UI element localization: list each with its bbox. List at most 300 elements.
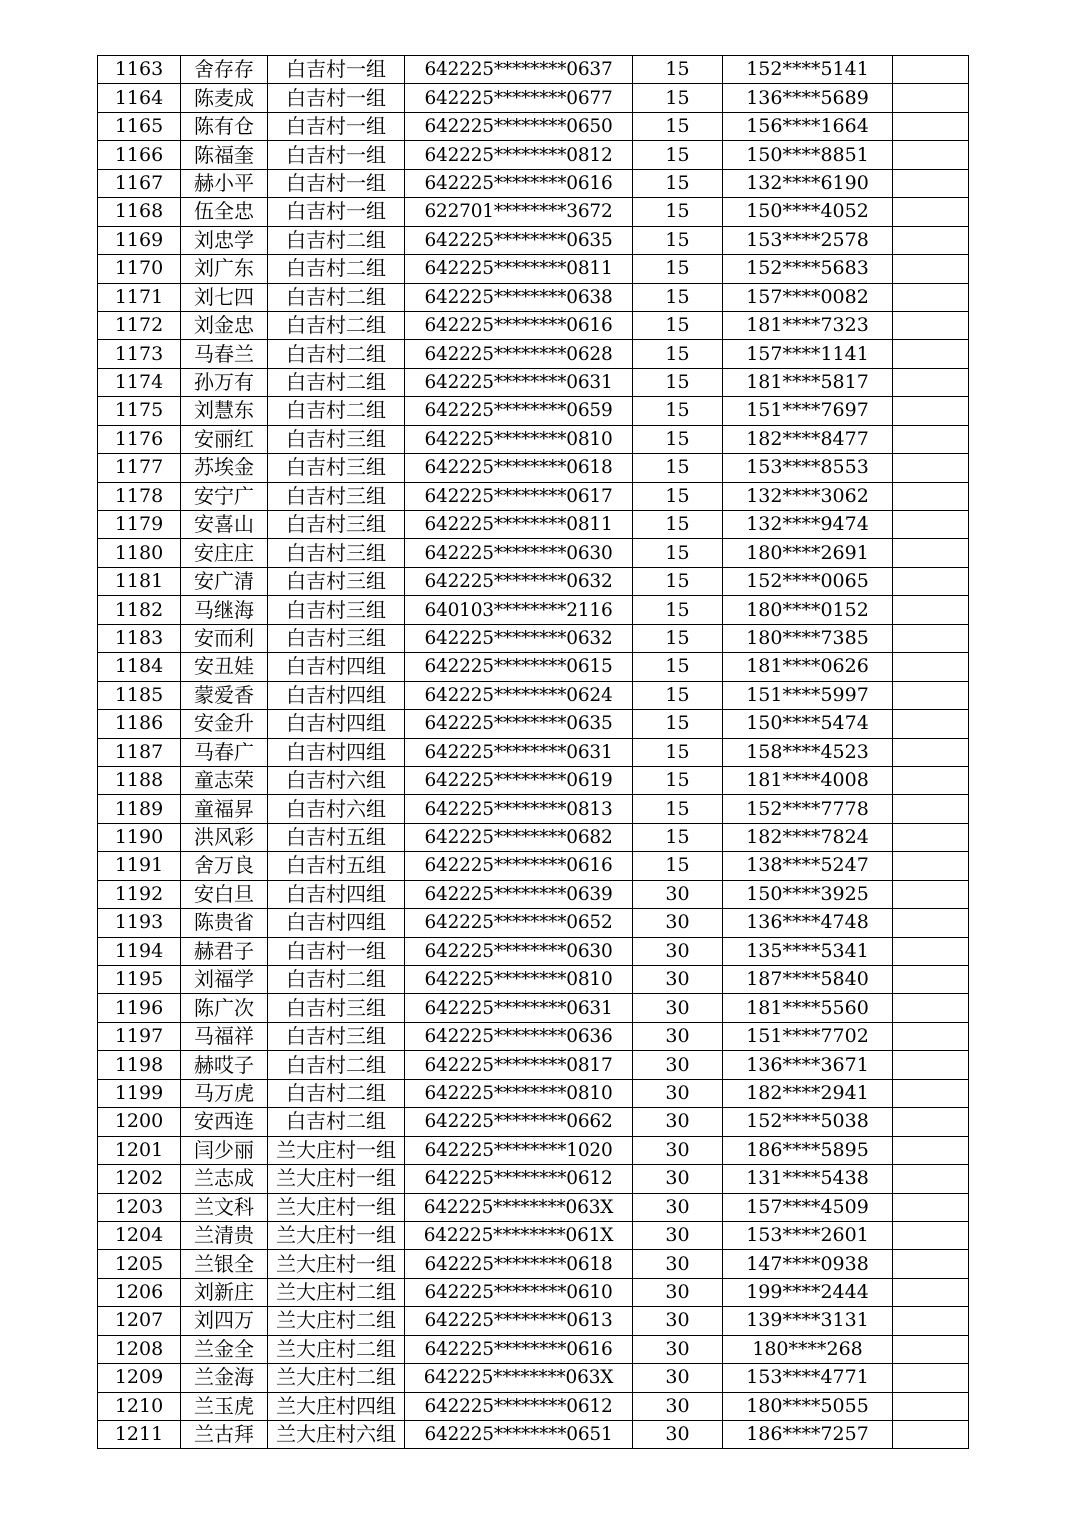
cell-number: 1205 xyxy=(98,1250,181,1278)
cell-phone: 136****3671 xyxy=(723,1051,893,1079)
cell-phone: 181****7323 xyxy=(723,311,893,339)
cell-number: 1170 xyxy=(98,255,181,283)
cell-village-group: 白吉村二组 xyxy=(268,1051,405,1079)
cell-amount: 15 xyxy=(633,454,723,482)
cell-village-group: 白吉村一组 xyxy=(268,937,405,965)
cell-phone: 151****5997 xyxy=(723,681,893,709)
cell-amount: 30 xyxy=(633,909,723,937)
cell-id-number: 642225********0630 xyxy=(405,539,633,567)
cell-id-number: 642225********0635 xyxy=(405,226,633,254)
cell-phone: 182****7824 xyxy=(723,823,893,851)
cell-amount: 15 xyxy=(633,397,723,425)
cell-amount: 15 xyxy=(633,738,723,766)
cell-name: 刘新庄 xyxy=(181,1278,268,1306)
cell-note xyxy=(893,823,969,851)
cell-note xyxy=(893,1278,969,1306)
cell-number: 1163 xyxy=(98,56,181,84)
cell-village-group: 白吉村三组 xyxy=(268,511,405,539)
cell-amount: 30 xyxy=(633,1079,723,1107)
cell-id-number: 642225********0810 xyxy=(405,425,633,453)
cell-amount: 15 xyxy=(633,653,723,681)
cell-number: 1198 xyxy=(98,1051,181,1079)
cell-village-group: 白吉村四组 xyxy=(268,710,405,738)
cell-number: 1175 xyxy=(98,397,181,425)
cell-amount: 15 xyxy=(633,766,723,794)
cell-number: 1188 xyxy=(98,766,181,794)
cell-id-number: 642225********0631 xyxy=(405,368,633,396)
cell-phone: 156****1664 xyxy=(723,112,893,140)
table-row xyxy=(98,141,969,169)
cell-phone: 158****4523 xyxy=(723,738,893,766)
cell-name: 孙万有 xyxy=(181,368,268,396)
cell-id-number: 642225********0811 xyxy=(405,255,633,283)
cell-number: 1195 xyxy=(98,966,181,994)
cell-id-number: 642225********0811 xyxy=(405,511,633,539)
cell-phone: 181****5817 xyxy=(723,368,893,396)
table-row xyxy=(98,966,969,994)
cell-name: 马继海 xyxy=(181,596,268,624)
cell-amount: 30 xyxy=(633,1165,723,1193)
cell-id-number: 642225********0631 xyxy=(405,994,633,1022)
cell-name: 陈广次 xyxy=(181,994,268,1022)
table-row xyxy=(98,397,969,425)
table-row xyxy=(98,738,969,766)
cell-id-number: 642225********0619 xyxy=(405,766,633,794)
cell-name: 童福昇 xyxy=(181,795,268,823)
cell-name: 陈福奎 xyxy=(181,141,268,169)
cell-note xyxy=(893,1193,969,1221)
cell-number: 1180 xyxy=(98,539,181,567)
cell-id-number: 642225********1020 xyxy=(405,1136,633,1164)
table-row xyxy=(98,823,969,851)
cell-note xyxy=(893,1108,969,1136)
cell-amount: 15 xyxy=(633,681,723,709)
cell-number: 1189 xyxy=(98,795,181,823)
cell-note xyxy=(893,1051,969,1079)
cell-number: 1190 xyxy=(98,823,181,851)
cell-village-group: 白吉村三组 xyxy=(268,567,405,595)
cell-name: 刘忠学 xyxy=(181,226,268,254)
cell-number: 1173 xyxy=(98,340,181,368)
cell-village-group: 白吉村四组 xyxy=(268,681,405,709)
cell-id-number: 642225********0632 xyxy=(405,624,633,652)
cell-phone: 151****7702 xyxy=(723,1022,893,1050)
cell-number: 1181 xyxy=(98,567,181,595)
cell-number: 1199 xyxy=(98,1079,181,1107)
table-row xyxy=(98,1108,969,1136)
cell-phone: 181****4008 xyxy=(723,766,893,794)
cell-phone: 150****8851 xyxy=(723,141,893,169)
table-row xyxy=(98,1193,969,1221)
cell-amount: 15 xyxy=(633,84,723,112)
cell-amount: 15 xyxy=(633,226,723,254)
cell-id-number: 642225********0810 xyxy=(405,966,633,994)
cell-amount: 15 xyxy=(633,169,723,197)
cell-number: 1179 xyxy=(98,511,181,539)
cell-name: 马福祥 xyxy=(181,1022,268,1050)
cell-note xyxy=(893,738,969,766)
table-row xyxy=(98,255,969,283)
cell-id-number: 642225********0630 xyxy=(405,937,633,965)
cell-note xyxy=(893,482,969,510)
cell-phone: 199****2444 xyxy=(723,1278,893,1306)
cell-village-group: 兰大庄村四组 xyxy=(268,1392,405,1420)
table-row xyxy=(98,1307,969,1335)
cell-phone: 138****5247 xyxy=(723,852,893,880)
cell-phone: 180****0152 xyxy=(723,596,893,624)
cell-note xyxy=(893,1250,969,1278)
table-row xyxy=(98,1136,969,1164)
cell-village-group: 白吉村四组 xyxy=(268,909,405,937)
cell-village-group: 白吉村二组 xyxy=(268,311,405,339)
cell-amount: 30 xyxy=(633,1307,723,1335)
cell-phone: 147****0938 xyxy=(723,1250,893,1278)
cell-phone: 131****5438 xyxy=(723,1165,893,1193)
cell-note xyxy=(893,1079,969,1107)
cell-amount: 30 xyxy=(633,1421,723,1449)
cell-id-number: 642225********0635 xyxy=(405,710,633,738)
cell-note xyxy=(893,1364,969,1392)
cell-name: 赫哎子 xyxy=(181,1051,268,1079)
cell-amount: 30 xyxy=(633,880,723,908)
cell-name: 刘广东 xyxy=(181,255,268,283)
cell-id-number: 642225********0638 xyxy=(405,283,633,311)
cell-amount: 15 xyxy=(633,567,723,595)
cell-phone: 187****5840 xyxy=(723,966,893,994)
cell-village-group: 白吉村二组 xyxy=(268,340,405,368)
cell-village-group: 白吉村三组 xyxy=(268,482,405,510)
cell-number: 1194 xyxy=(98,937,181,965)
cell-note xyxy=(893,425,969,453)
cell-village-group: 白吉村一组 xyxy=(268,84,405,112)
cell-amount: 30 xyxy=(633,937,723,965)
cell-number: 1171 xyxy=(98,283,181,311)
table-row xyxy=(98,482,969,510)
cell-number: 1187 xyxy=(98,738,181,766)
cell-note xyxy=(893,283,969,311)
cell-village-group: 白吉村三组 xyxy=(268,994,405,1022)
table-row xyxy=(98,425,969,453)
cell-village-group: 白吉村六组 xyxy=(268,766,405,794)
cell-village-group: 兰大庄村六组 xyxy=(268,1421,405,1449)
cell-village-group: 白吉村四组 xyxy=(268,653,405,681)
cell-id-number: 642225********0639 xyxy=(405,880,633,908)
cell-number: 1185 xyxy=(98,681,181,709)
cell-name: 蒙爱香 xyxy=(181,681,268,709)
cell-phone: 181****5560 xyxy=(723,994,893,1022)
cell-id-number: 642225********0662 xyxy=(405,1108,633,1136)
cell-phone: 152****5683 xyxy=(723,255,893,283)
table-row xyxy=(98,681,969,709)
cell-number: 1165 xyxy=(98,112,181,140)
cell-id-number: 642225********0652 xyxy=(405,909,633,937)
cell-phone: 136****5689 xyxy=(723,84,893,112)
cell-name: 兰古拜 xyxy=(181,1421,268,1449)
cell-village-group: 白吉村五组 xyxy=(268,823,405,851)
cell-village-group: 白吉村二组 xyxy=(268,1079,405,1107)
cell-note xyxy=(893,311,969,339)
cell-id-number: 642225********0637 xyxy=(405,56,633,84)
table-row xyxy=(98,56,969,84)
cell-id-number: 642225********0817 xyxy=(405,1051,633,1079)
cell-id-number: 642225********0632 xyxy=(405,567,633,595)
cell-number: 1166 xyxy=(98,141,181,169)
table-row xyxy=(98,1079,969,1107)
cell-number: 1176 xyxy=(98,425,181,453)
table-row xyxy=(98,539,969,567)
table-row xyxy=(98,1278,969,1306)
cell-number: 1184 xyxy=(98,653,181,681)
cell-id-number: 642225********0628 xyxy=(405,340,633,368)
table-row xyxy=(98,1022,969,1050)
cell-note xyxy=(893,368,969,396)
cell-id-number: 642225********0613 xyxy=(405,1307,633,1335)
cell-amount: 30 xyxy=(633,994,723,1022)
cell-note xyxy=(893,766,969,794)
table-row xyxy=(98,994,969,1022)
cell-number: 1183 xyxy=(98,624,181,652)
cell-id-number: 642225********0612 xyxy=(405,1392,633,1420)
cell-number: 1197 xyxy=(98,1022,181,1050)
cell-id-number: 642225********0650 xyxy=(405,112,633,140)
cell-name: 兰银全 xyxy=(181,1250,268,1278)
cell-id-number: 642225********0636 xyxy=(405,1022,633,1050)
cell-name: 陈有仓 xyxy=(181,112,268,140)
cell-number: 1208 xyxy=(98,1335,181,1363)
cell-name: 安喜山 xyxy=(181,511,268,539)
cell-note xyxy=(893,937,969,965)
cell-village-group: 白吉村三组 xyxy=(268,425,405,453)
cell-village-group: 兰大庄村二组 xyxy=(268,1335,405,1363)
cell-number: 1177 xyxy=(98,454,181,482)
cell-note xyxy=(893,1136,969,1164)
cell-village-group: 兰大庄村二组 xyxy=(268,1278,405,1306)
cell-name: 兰玉虎 xyxy=(181,1392,268,1420)
table-row xyxy=(98,198,969,226)
cell-name: 闫少丽 xyxy=(181,1136,268,1164)
cell-village-group: 白吉村二组 xyxy=(268,226,405,254)
cell-note xyxy=(893,1335,969,1363)
cell-amount: 15 xyxy=(633,482,723,510)
cell-amount: 15 xyxy=(633,255,723,283)
cell-phone: 136****4748 xyxy=(723,909,893,937)
cell-amount: 15 xyxy=(633,112,723,140)
cell-note xyxy=(893,454,969,482)
cell-village-group: 兰大庄村一组 xyxy=(268,1221,405,1249)
cell-name: 兰金全 xyxy=(181,1335,268,1363)
cell-id-number: 642225********0624 xyxy=(405,681,633,709)
cell-amount: 15 xyxy=(633,539,723,567)
cell-number: 1196 xyxy=(98,994,181,1022)
cell-note xyxy=(893,710,969,738)
cell-amount: 30 xyxy=(633,966,723,994)
cell-village-group: 白吉村二组 xyxy=(268,368,405,396)
cell-id-number: 642225********0651 xyxy=(405,1421,633,1449)
cell-note xyxy=(893,511,969,539)
cell-note xyxy=(893,56,969,84)
cell-id-number: 642225********0813 xyxy=(405,795,633,823)
cell-phone: 186****7257 xyxy=(723,1421,893,1449)
cell-name: 安庄庄 xyxy=(181,539,268,567)
cell-phone: 139****3131 xyxy=(723,1307,893,1335)
cell-note xyxy=(893,397,969,425)
table-row xyxy=(98,1250,969,1278)
table-row xyxy=(98,766,969,794)
cell-phone: 152****5038 xyxy=(723,1108,893,1136)
cell-name: 舍万良 xyxy=(181,852,268,880)
cell-id-number: 642225********0616 xyxy=(405,169,633,197)
table-row xyxy=(98,511,969,539)
cell-amount: 15 xyxy=(633,710,723,738)
cell-note xyxy=(893,624,969,652)
cell-note xyxy=(893,880,969,908)
cell-amount: 15 xyxy=(633,368,723,396)
cell-note xyxy=(893,966,969,994)
table-row xyxy=(98,226,969,254)
cell-phone: 182****2941 xyxy=(723,1079,893,1107)
cell-phone: 151****7697 xyxy=(723,397,893,425)
table-row xyxy=(98,84,969,112)
cell-name: 苏埃金 xyxy=(181,454,268,482)
cell-village-group: 白吉村四组 xyxy=(268,738,405,766)
cell-note xyxy=(893,1022,969,1050)
cell-name: 安而利 xyxy=(181,624,268,652)
cell-note xyxy=(893,340,969,368)
cell-phone: 153****4771 xyxy=(723,1364,893,1392)
cell-number: 1182 xyxy=(98,596,181,624)
table-row xyxy=(98,112,969,140)
cell-name: 安宁广 xyxy=(181,482,268,510)
cell-amount: 30 xyxy=(633,1392,723,1420)
cell-name: 安西连 xyxy=(181,1108,268,1136)
cell-phone: 157****0082 xyxy=(723,283,893,311)
cell-id-number: 642225********0612 xyxy=(405,1165,633,1193)
table-row xyxy=(98,283,969,311)
cell-id-number: 642225********0631 xyxy=(405,738,633,766)
cell-phone: 150****5474 xyxy=(723,710,893,738)
cell-amount: 30 xyxy=(633,1108,723,1136)
cell-village-group: 白吉村一组 xyxy=(268,141,405,169)
cell-id-number: 642225********0659 xyxy=(405,397,633,425)
table-row xyxy=(98,169,969,197)
cell-id-number: 642225********0617 xyxy=(405,482,633,510)
cell-name: 刘七四 xyxy=(181,283,268,311)
cell-amount: 15 xyxy=(633,56,723,84)
table-row xyxy=(98,880,969,908)
cell-id-number: 642225********0812 xyxy=(405,141,633,169)
cell-note xyxy=(893,112,969,140)
table-row xyxy=(98,1392,969,1420)
cell-phone: 152****5141 xyxy=(723,56,893,84)
cell-village-group: 兰大庄村一组 xyxy=(268,1165,405,1193)
cell-amount: 30 xyxy=(633,1364,723,1392)
table-row xyxy=(98,937,969,965)
cell-village-group: 白吉村三组 xyxy=(268,539,405,567)
cell-id-number: 642225********0810 xyxy=(405,1079,633,1107)
table-row xyxy=(98,795,969,823)
cell-id-number: 642225********061X xyxy=(405,1221,633,1249)
cell-note xyxy=(893,1221,969,1249)
cell-phone: 132****9474 xyxy=(723,511,893,539)
cell-note xyxy=(893,141,969,169)
cell-name: 刘四万 xyxy=(181,1307,268,1335)
cell-note xyxy=(893,1392,969,1420)
cell-number: 1164 xyxy=(98,84,181,112)
cell-phone: 152****0065 xyxy=(723,567,893,595)
table-row xyxy=(98,311,969,339)
cell-village-group: 白吉村三组 xyxy=(268,1022,405,1050)
cell-id-number: 642225********0618 xyxy=(405,1250,633,1278)
cell-number: 1203 xyxy=(98,1193,181,1221)
cell-name: 赫小平 xyxy=(181,169,268,197)
cell-note xyxy=(893,1307,969,1335)
cell-phone: 135****5341 xyxy=(723,937,893,965)
cell-village-group: 白吉村五组 xyxy=(268,852,405,880)
cell-village-group: 兰大庄村二组 xyxy=(268,1364,405,1392)
cell-amount: 30 xyxy=(633,1250,723,1278)
cell-number: 1207 xyxy=(98,1307,181,1335)
cell-number: 1210 xyxy=(98,1392,181,1420)
cell-number: 1167 xyxy=(98,169,181,197)
cell-amount: 30 xyxy=(633,1193,723,1221)
table-row xyxy=(98,624,969,652)
cell-name: 陈麦成 xyxy=(181,84,268,112)
cell-number: 1200 xyxy=(98,1108,181,1136)
cell-name: 刘金忠 xyxy=(181,311,268,339)
cell-name: 安丽红 xyxy=(181,425,268,453)
cell-amount: 15 xyxy=(633,823,723,851)
cell-number: 1186 xyxy=(98,710,181,738)
cell-phone: 150****3925 xyxy=(723,880,893,908)
cell-name: 舍存存 xyxy=(181,56,268,84)
cell-village-group: 白吉村二组 xyxy=(268,397,405,425)
cell-name: 兰文科 xyxy=(181,1193,268,1221)
cell-number: 1201 xyxy=(98,1136,181,1164)
table-body xyxy=(98,56,969,1449)
table-row xyxy=(98,1221,969,1249)
cell-note xyxy=(893,681,969,709)
cell-name: 马春兰 xyxy=(181,340,268,368)
cell-note xyxy=(893,567,969,595)
cell-number: 1206 xyxy=(98,1278,181,1306)
table-row xyxy=(98,1335,969,1363)
cell-phone: 186****5895 xyxy=(723,1136,893,1164)
table-row xyxy=(98,909,969,937)
cell-name: 洪风彩 xyxy=(181,823,268,851)
table-row xyxy=(98,710,969,738)
table-row xyxy=(98,1051,969,1079)
table-row xyxy=(98,1165,969,1193)
cell-phone: 152****7778 xyxy=(723,795,893,823)
cell-amount: 30 xyxy=(633,1051,723,1079)
cell-amount: 15 xyxy=(633,283,723,311)
cell-name: 刘慧东 xyxy=(181,397,268,425)
table-row xyxy=(98,340,969,368)
table-row xyxy=(98,653,969,681)
cell-village-group: 白吉村三组 xyxy=(268,454,405,482)
cell-phone: 180****7385 xyxy=(723,624,893,652)
cell-note xyxy=(893,226,969,254)
cell-number: 1169 xyxy=(98,226,181,254)
cell-village-group: 兰大庄村一组 xyxy=(268,1136,405,1164)
cell-note xyxy=(893,852,969,880)
cell-number: 1204 xyxy=(98,1221,181,1249)
cell-phone: 132****6190 xyxy=(723,169,893,197)
cell-phone: 181****0626 xyxy=(723,653,893,681)
cell-name: 安丑娃 xyxy=(181,653,268,681)
cell-name: 安金升 xyxy=(181,710,268,738)
cell-name: 赫君子 xyxy=(181,937,268,965)
